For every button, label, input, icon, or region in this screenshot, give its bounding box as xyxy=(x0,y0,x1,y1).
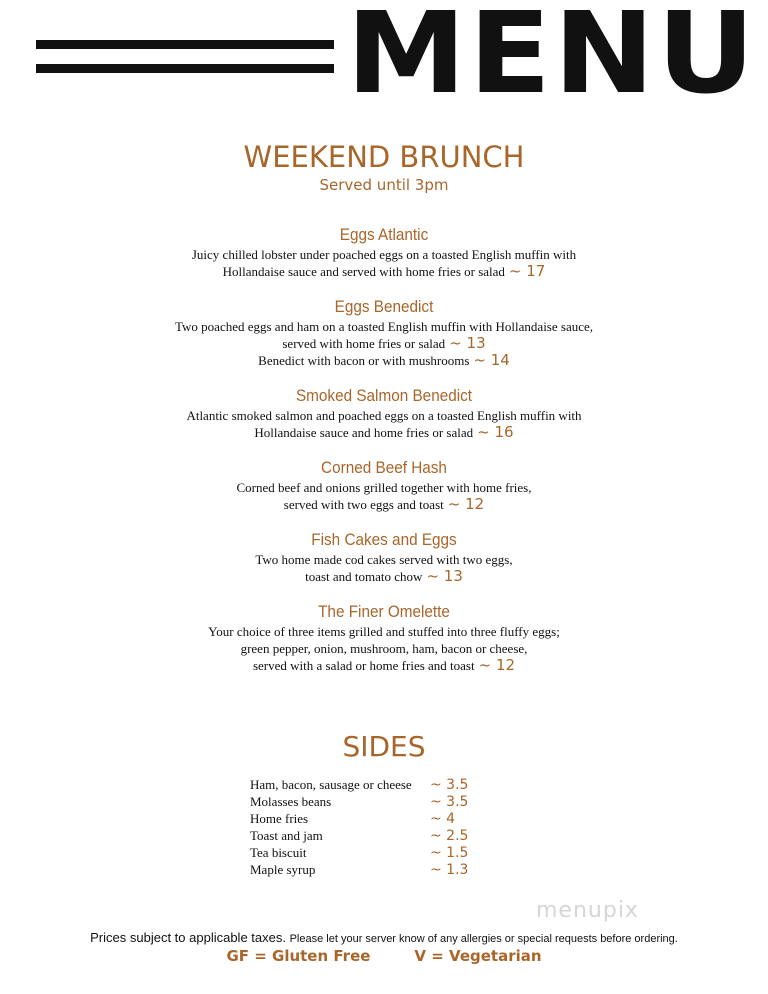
header-rule-top xyxy=(36,40,334,49)
item-price: ~ 13 xyxy=(426,567,463,585)
allergy-note: Please let your server know of any allergies or special requests before ordering. xyxy=(289,933,678,945)
watermark-logo: menupix xyxy=(536,898,639,923)
header-rule-bottom xyxy=(36,64,334,73)
legend-vegetarian: V = Vegetarian xyxy=(414,947,542,965)
list-item xyxy=(250,862,510,879)
list-item xyxy=(250,777,510,794)
footer-notice xyxy=(0,930,768,945)
menu-item xyxy=(0,601,768,674)
item-description: Corned beef and onions grilled together with home fries, xyxy=(236,480,532,495)
brunch-subtitle: Served until 3pm xyxy=(319,176,449,194)
side-name: Molasses beans xyxy=(250,794,332,809)
menu-item xyxy=(0,296,768,369)
list-item xyxy=(250,845,510,862)
menu-item xyxy=(0,457,768,513)
item-description: Atlantic smoked salmon and poached eggs on a toasted English muffin with xyxy=(186,408,582,423)
item-description: served with home fries or salad ~ 13 xyxy=(282,334,486,352)
menu-item xyxy=(0,529,768,585)
menu-item xyxy=(0,224,768,280)
side-price: ~ 4 xyxy=(430,811,456,827)
side-name: Ham, bacon, sausage or cheese xyxy=(250,777,412,792)
item-price: ~ 17 xyxy=(508,262,546,280)
item-price: ~ 12 xyxy=(447,495,485,513)
taxes-note: Prices subject to applicable taxes. xyxy=(90,930,286,945)
side-name: Home fries xyxy=(250,811,309,826)
item-price: ~ 16 xyxy=(477,423,514,441)
item-name: Fish Cakes and Eggs xyxy=(311,530,457,549)
brunch-items xyxy=(0,224,768,690)
list-item xyxy=(250,794,510,811)
side-name: Tea biscuit xyxy=(250,845,307,860)
footer xyxy=(0,930,768,965)
side-name: Toast and jam xyxy=(250,828,323,843)
item-description: Your choice of three items grilled and stuffed into three fluffy eggs; xyxy=(208,624,560,639)
legend xyxy=(0,947,768,965)
item-name: Eggs Benedict xyxy=(334,297,434,316)
item-price: ~ 12 xyxy=(478,656,516,674)
item-name: Smoked Salmon Benedict xyxy=(295,386,473,405)
side-price: ~ 2.5 xyxy=(430,828,469,844)
sides-title: SIDES xyxy=(342,730,426,763)
item-description: Juicy chilled lobster under poached eggs on a toasted English muffin with xyxy=(191,247,577,262)
item-description: Two home made cod cakes served with two eggs, xyxy=(255,552,513,567)
item-description: served with two eggs and toast ~ 12 xyxy=(283,495,485,513)
list-item xyxy=(250,828,510,845)
item-name: Eggs Atlantic xyxy=(339,225,429,244)
legend-gluten-free: GF = Gluten Free xyxy=(226,947,371,965)
item-name: The Finer Omelette xyxy=(318,602,450,621)
item-name: Corned Beef Hash xyxy=(321,458,447,477)
side-name: Maple syrup xyxy=(250,862,316,877)
item-description: Two poached eggs and ham on a toasted English muffin with Hollandaise sauce, xyxy=(175,319,593,334)
item-price: ~ 13 xyxy=(449,334,486,352)
side-price: ~ 3.5 xyxy=(430,794,469,810)
item-description: served with a salad or home fries and toast ~ 12 xyxy=(252,656,516,674)
item-extra: Benedict with bacon or with mushrooms ~ 14 xyxy=(258,351,510,369)
sides-list xyxy=(250,777,510,879)
item-description: Hollandaise sauce and served with home fries or salad ~ 17 xyxy=(222,262,546,280)
item-extra-price: ~ 14 xyxy=(473,351,510,369)
brunch-title: WEEKEND BRUNCH xyxy=(243,140,525,174)
side-price: ~ 3.5 xyxy=(430,777,469,793)
side-price: ~ 1.3 xyxy=(430,862,469,878)
item-description: toast and tomato chow ~ 13 xyxy=(305,567,463,585)
list-item xyxy=(250,811,510,828)
item-description: green pepper, onion, mushroom, ham, bacon or cheese, xyxy=(240,641,528,656)
menu-title: MENU xyxy=(346,0,758,119)
menu-item xyxy=(0,385,768,441)
item-description: Hollandaise sauce and home fries or salad ~ 16 xyxy=(254,423,514,441)
side-price: ~ 1.5 xyxy=(430,845,469,861)
